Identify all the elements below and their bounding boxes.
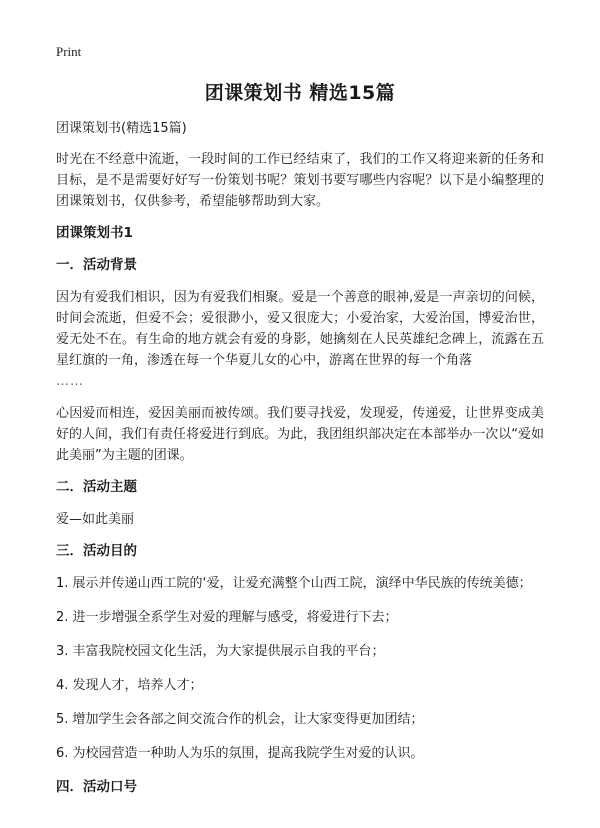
- heading-goals: 三．活动目的: [56, 543, 137, 559]
- heading-slogan: 四．活动口号: [56, 779, 137, 795]
- goal-item: 6. 为校园营造一种助人为乐的氛围，提高我院学生对爱的认识。: [56, 746, 424, 761]
- theme-text: 爱—如此美丽: [56, 512, 135, 527]
- document-body: [56, 118, 544, 809]
- heading-theme: 二．活动主题: [56, 479, 137, 495]
- print-link[interactable]: Print: [56, 44, 82, 59]
- background-paragraph-2: 心因爱而相连，爱因美丽而被传颂。我们要寻找爱，发现爱，传递爱，让世界变成美好的人间，我们有责任将爱进行到底。为此，我团组织部决定在本部举办一次以“爱如此美丽”为主题的团课。: [56, 406, 544, 463]
- goal-item: 1. 展示并传递山西工院的‘爱，让爱充满整个山西工院，演绎中华民族的传统美德；: [56, 576, 532, 591]
- goal-item: 3. 丰富我院校园文化生活，为大家提供展示自我的平台；: [56, 644, 385, 659]
- intro-paragraph: 时光在不经意中流逝，一段时间的工作已经结束了，我们的工作又将迎来新的任务和目标，是不是需要好好写一份策划书呢？策划书要写哪些内容呢？以下是小编整理的团课策划书，仅供参考，希望能够帮助到大家。: [56, 152, 544, 209]
- document-subtitle: 团课策划书(精选15篇): [56, 121, 187, 136]
- background-ellipsis: ……: [56, 374, 84, 389]
- heading-background: 一．活动背景: [56, 257, 137, 273]
- goal-item: 5. 增加学生会各部之间交流合作的机会，让大家变得更加团结；: [56, 712, 424, 727]
- goal-item: 2. 进一步增强全系学生对爱的理解与感受，将爱进行下去；: [56, 610, 398, 625]
- page-title: 团课策划书 精选15篇: [204, 82, 396, 104]
- section-title: 团课策划书1: [56, 225, 133, 241]
- background-paragraph-1: 因为有爱我们相识，因为有爱我们相聚。爱是一个善意的眼神,爱是一声亲切的问候，时间会流逝，但爱不会；爱很渺小，爱又很庞大；小爱治家，大爱治国，博爱治世，爱无处不在。有生命的地方就会有爱的身影，她擒刻在人民英雄纪念碑上，流露在五星红旗的一角，渗透在每一个华夏儿女的心中，游离在世界的每一个角落: [56, 290, 544, 368]
- goal-item: 4. 发现人才，培养人才；: [56, 678, 203, 693]
